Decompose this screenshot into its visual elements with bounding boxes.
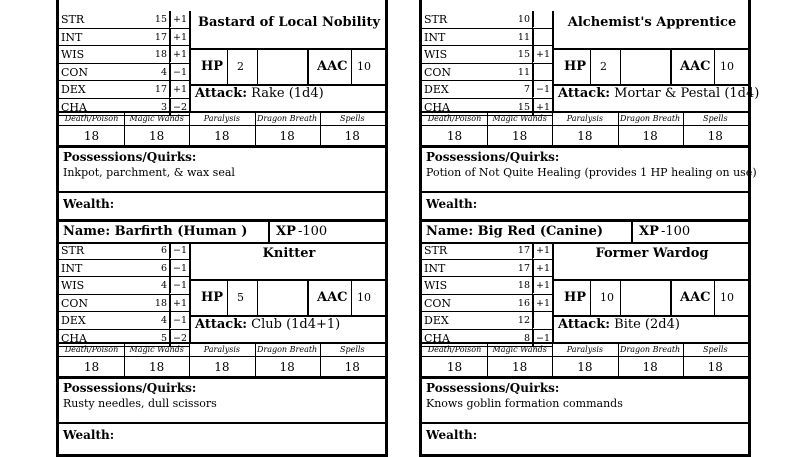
save-label: Magic Wands (492, 114, 547, 123)
save-label: Spells (703, 114, 728, 123)
save-value: 18 (642, 129, 658, 143)
stat-value: 17 (517, 245, 530, 256)
wealth-label: Wealth: (426, 428, 478, 442)
stat-row-int (59, 260, 189, 278)
save-label: Dragon Breath (256, 345, 318, 354)
stat-row-wis (422, 46, 552, 64)
stat-row-dex (59, 81, 189, 99)
possessions-box (422, 145, 757, 193)
xp-cell (268, 222, 387, 242)
stat-row-int (422, 260, 552, 278)
stat-value: 7 (523, 84, 530, 95)
possessions-box (422, 376, 748, 424)
attack-value: Bite (2d4) (614, 317, 680, 332)
stat-value: 5 (160, 332, 167, 344)
stat-name: WIS (61, 48, 85, 61)
stat-row-wis (59, 46, 189, 64)
stat-value: 11 (517, 66, 530, 78)
stat-row-dex (59, 312, 189, 330)
stat-value: 15 (517, 49, 530, 60)
stat-name: DEX (61, 314, 86, 327)
aac-label: AAC (317, 59, 348, 74)
saving-throws (422, 111, 748, 148)
stat-name: STR (424, 13, 448, 26)
stat-value: 18 (154, 49, 167, 60)
stat-name: DEX (61, 83, 86, 96)
stat-modifier: +1 (533, 260, 552, 276)
class-box (552, 242, 750, 342)
stat-value: 6 (160, 262, 167, 274)
attack-line (195, 317, 340, 332)
stat-value: 15 (517, 101, 530, 113)
stat-row-wis (422, 277, 552, 295)
save-value: 18 (149, 129, 165, 143)
stat-value: 12 (517, 315, 530, 326)
stat-value: 17 (517, 262, 530, 274)
hp-label: HP (201, 290, 224, 305)
saving-throws (59, 342, 385, 379)
attack-label: Attack: (195, 86, 248, 101)
attack-value: Club (1d4+1) (251, 317, 341, 332)
ability-scores (59, 242, 189, 347)
save-value: 18 (279, 129, 295, 143)
save-label: Death/Poison (64, 114, 119, 123)
stat-value: 11 (517, 31, 530, 43)
possessions-box (59, 145, 385, 193)
xp-value: -100 (298, 224, 328, 239)
stat-value: 15 (154, 14, 167, 25)
stat-row-int (422, 29, 552, 47)
saving-throws (422, 342, 748, 379)
save-value: 18 (214, 129, 230, 143)
wealth-label: Wealth: (63, 197, 115, 211)
save-value: 18 (446, 129, 463, 143)
hp-value: 2 (600, 60, 607, 73)
save-label: Spells (703, 345, 728, 354)
stat-modifier: −1 (533, 81, 552, 97)
hp-value: 10 (600, 291, 614, 304)
xp-value: -100 (661, 224, 691, 239)
stat-name: CHA (61, 100, 87, 114)
possessions-text: Rusty needles, dull scissors (63, 397, 217, 410)
save-label: Death/Poison (427, 114, 482, 123)
save-label: Magic Wands (129, 114, 184, 123)
stat-modifier (533, 312, 552, 328)
save-value: 18 (707, 360, 723, 374)
stat-name: DEX (424, 83, 449, 96)
stat-row-str (59, 11, 189, 29)
stat-modifier: −1 (533, 330, 552, 346)
stat-value: 3 (160, 101, 167, 113)
attack-label: Attack: (558, 86, 611, 101)
stat-value: 4 (160, 280, 167, 291)
stat-modifier: +1 (533, 295, 552, 311)
possessions-label: Possessions/Quirks: (426, 150, 560, 164)
aac-value: 10 (357, 291, 371, 304)
save-value: 18 (279, 360, 295, 374)
hp-aac-row (191, 279, 387, 317)
possessions-label: Possessions/Quirks: (426, 381, 560, 395)
save-value: 18 (214, 360, 230, 374)
stat-name: STR (61, 13, 85, 26)
stat-name: DEX (424, 314, 449, 327)
stat-modifier: −1 (170, 242, 189, 258)
stat-modifier: +1 (170, 29, 189, 45)
stat-value: 17 (154, 84, 167, 95)
possessions-label: Possessions/Quirks: (63, 381, 197, 395)
character-name: Name: Big Red (Canine) (426, 224, 604, 239)
stat-row-dex (422, 312, 552, 330)
stat-name: STR (61, 244, 85, 257)
attack-line (558, 86, 759, 101)
stat-modifier: −2 (170, 330, 189, 346)
stat-modifier: +1 (170, 46, 189, 62)
hp-label: HP (201, 59, 224, 74)
stat-value: 4 (160, 315, 167, 326)
save-label: Paralysis (566, 114, 603, 123)
attack-value: Mortar & Pestal (1d4) (614, 86, 760, 101)
stat-name: WIS (61, 279, 85, 292)
character-card-1 (56, 0, 388, 226)
stat-value: 10 (517, 14, 530, 25)
stat-value: 18 (517, 280, 530, 291)
wealth-label: Wealth: (63, 428, 115, 442)
character-card-3 (56, 219, 388, 457)
character-title: Alchemist's Apprentice (567, 15, 737, 30)
stat-name: CHA (424, 331, 450, 345)
save-label: Paralysis (203, 345, 240, 354)
stat-value: 8 (523, 332, 530, 344)
save-value: 18 (642, 360, 658, 374)
hp-aac-row (554, 48, 750, 86)
save-value: 18 (83, 129, 100, 143)
stat-value: 4 (160, 66, 167, 78)
name-bar (59, 222, 385, 244)
stat-row-dex (422, 81, 552, 99)
save-value: 18 (577, 129, 593, 143)
stat-modifier (533, 29, 552, 45)
stat-row-con (422, 295, 552, 313)
stat-modifier: +1 (533, 46, 552, 62)
character-name: Name: Barfirth (Human ) (63, 224, 248, 239)
save-label: Dragon Breath (619, 114, 681, 123)
stat-name: WIS (424, 48, 448, 61)
xp-cell (631, 222, 750, 242)
stat-value: 6 (160, 245, 167, 256)
possessions-text: Potion of Not Quite Healing (provides 1 HP healing on use) (426, 166, 757, 179)
stat-value: 18 (154, 297, 167, 309)
stat-name: INT (61, 30, 83, 44)
save-value: 18 (512, 129, 528, 143)
stat-name: INT (424, 261, 446, 275)
save-value: 18 (707, 129, 723, 143)
stat-modifier: +1 (170, 81, 189, 97)
possessions-label: Possessions/Quirks: (63, 150, 197, 164)
character-title: Bastard of Local Nobility (197, 15, 381, 30)
stat-value: 16 (517, 297, 530, 309)
stat-row-str (422, 11, 552, 29)
ability-scores (59, 11, 189, 116)
character-title: Knitter (262, 246, 316, 261)
ability-scores (422, 11, 552, 116)
hp-value: 2 (237, 60, 244, 73)
save-label: Paralysis (566, 345, 603, 354)
stat-value: 17 (154, 31, 167, 43)
possessions-text: Inkpot, parchment, & wax seal (63, 166, 235, 179)
stat-name: INT (424, 30, 446, 44)
ability-scores (422, 242, 552, 347)
hp-aac-row (554, 279, 750, 317)
attack-label: Attack: (195, 317, 248, 332)
stat-name: CHA (61, 331, 87, 345)
save-value: 18 (83, 360, 100, 374)
stat-row-str (422, 242, 552, 260)
aac-value: 10 (720, 60, 734, 73)
stat-modifier: +1 (533, 99, 552, 115)
name-bar (422, 222, 748, 244)
stat-name: INT (61, 261, 83, 275)
hp-aac-row (191, 48, 387, 86)
save-label: Dragon Breath (619, 345, 681, 354)
stat-modifier: −1 (170, 260, 189, 276)
stat-row-con (59, 64, 189, 82)
xp-label: XP (639, 224, 659, 239)
character-card-4 (419, 219, 751, 457)
save-value: 18 (149, 360, 165, 374)
stat-modifier: +1 (533, 277, 552, 293)
aac-label: AAC (317, 290, 348, 305)
possessions-text: Knows goblin formation commands (426, 397, 623, 410)
stat-modifier: +1 (170, 295, 189, 311)
stat-modifier: −1 (170, 312, 189, 328)
aac-value: 10 (720, 291, 734, 304)
save-label: Death/Poison (427, 345, 482, 354)
stat-modifier (533, 11, 552, 27)
stat-row-wis (59, 277, 189, 295)
hp-value: 5 (237, 291, 244, 304)
save-label: Death/Poison (64, 345, 119, 354)
stat-modifier (533, 64, 552, 80)
stat-modifier: −1 (170, 64, 189, 80)
wealth-label: Wealth: (426, 197, 478, 211)
aac-value: 10 (357, 60, 371, 73)
stat-name: CHA (424, 100, 450, 114)
stat-modifier: −1 (170, 277, 189, 293)
stat-row-con (59, 295, 189, 313)
attack-label: Attack: (558, 317, 611, 332)
save-value: 18 (577, 360, 593, 374)
save-label: Magic Wands (492, 345, 547, 354)
stat-name: WIS (424, 279, 448, 292)
stat-row-con (422, 64, 552, 82)
attack-line (558, 317, 680, 332)
aac-label: AAC (680, 59, 711, 74)
stat-name: CON (424, 296, 452, 310)
class-box (189, 11, 387, 111)
class-box (189, 242, 387, 342)
save-label: Spells (340, 114, 365, 123)
hp-label: HP (564, 290, 587, 305)
save-value: 18 (446, 360, 463, 374)
character-title: Former Wardog (595, 246, 709, 261)
save-label: Magic Wands (129, 345, 184, 354)
possessions-box (59, 376, 385, 424)
aac-label: AAC (680, 290, 711, 305)
xp-label: XP (276, 224, 296, 239)
stat-modifier: +1 (170, 11, 189, 27)
stat-row-str (59, 242, 189, 260)
class-box (552, 11, 760, 111)
stat-name: CON (424, 65, 452, 79)
save-value: 18 (344, 360, 360, 374)
save-label: Dragon Breath (256, 114, 318, 123)
stat-name: CON (61, 296, 89, 310)
stat-modifier: +1 (533, 242, 552, 258)
attack-value: Rake (1d4) (251, 86, 324, 101)
character-card-2 (419, 0, 760, 226)
save-value: 18 (344, 129, 360, 143)
save-value: 18 (512, 360, 528, 374)
stat-name: STR (424, 244, 448, 257)
save-label: Spells (340, 345, 365, 354)
stat-name: CON (61, 65, 89, 79)
stat-row-int (59, 29, 189, 47)
save-label: Paralysis (203, 114, 240, 123)
hp-label: HP (564, 59, 587, 74)
attack-line (195, 86, 324, 101)
saving-throws (59, 111, 385, 148)
stat-modifier: −2 (170, 99, 189, 115)
